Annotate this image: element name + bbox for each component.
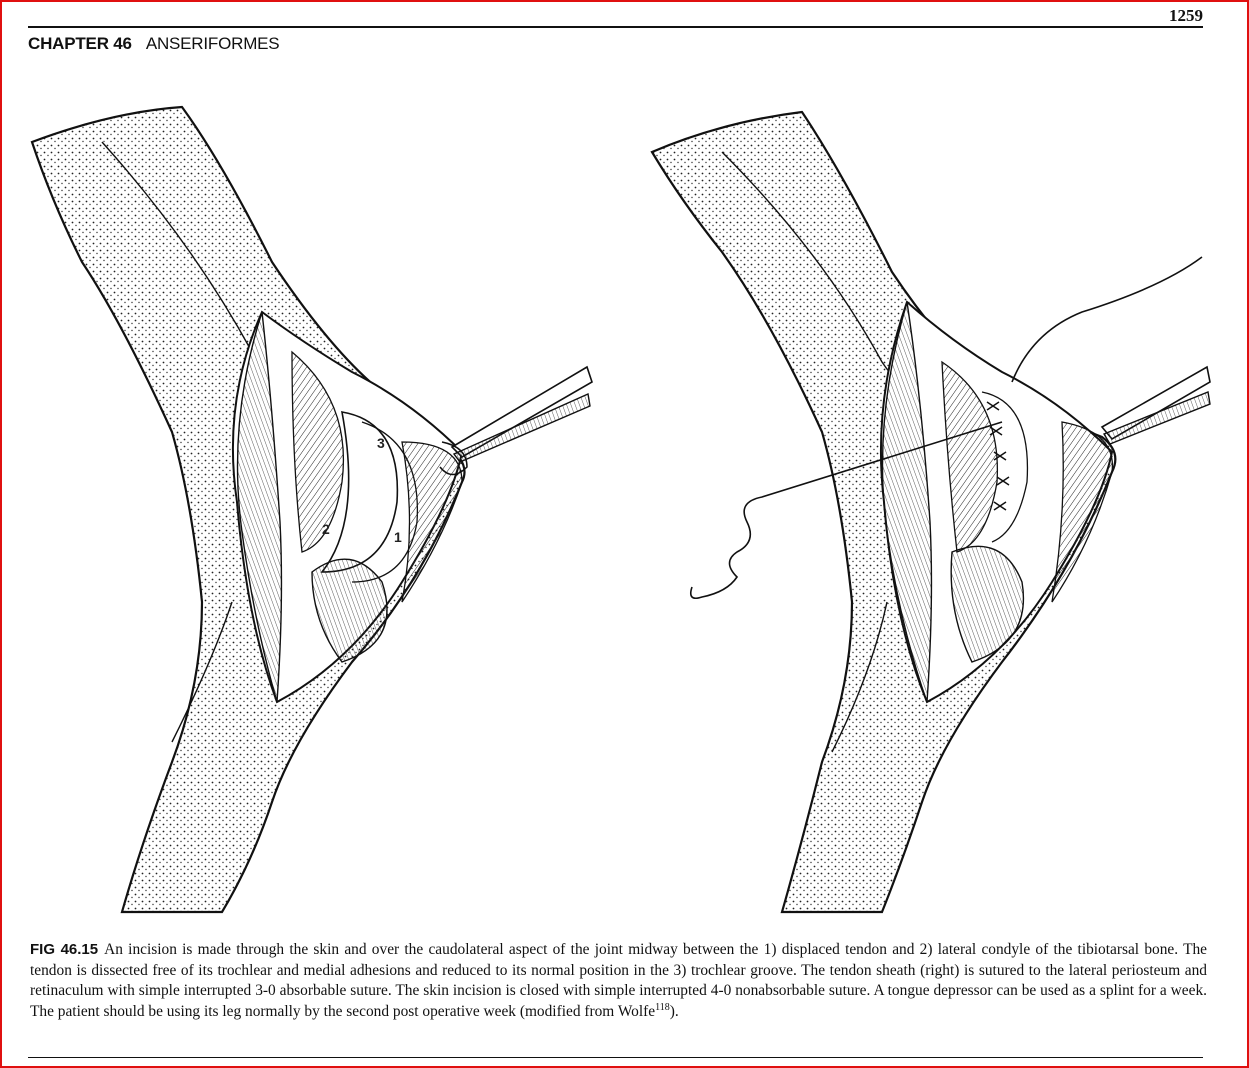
chapter-label: CHAPTER 46 <box>28 34 132 53</box>
caption-text: An incision is made through the skin and over the caudolateral aspect of the joint midway between the 1) displaced tendon and 2) lateral condyle of the tibiotarsal bone. The tendon is dissected free of its trochlear and medial adhesions and reduced to its normal position in the 3) trochlear groove. The tendon sheath (right) is sutured to the lateral periosteum and retinaculum with simple interrupted 3-0 absorbable suture. The skin incision is closed with simple interrupted 4-0 nonabsorbable suture. A tongue depressor can be used as a splint for a week. The patient should be using its leg normally by the second post operative week (modified from Wolfe <box>30 941 1208 1020</box>
left-label-1: 1 <box>394 529 402 545</box>
reference-number: 118 <box>655 1001 670 1013</box>
figure-caption <box>30 940 1207 1022</box>
chapter-title: ANSERIFORMES <box>145 34 280 53</box>
surgical-illustration <box>22 102 1212 922</box>
header-rule <box>28 26 1203 28</box>
footer-rule <box>28 1057 1203 1058</box>
figure-id: FIG 46.15 <box>30 941 99 958</box>
left-label-3: 3 <box>377 435 385 451</box>
left-panel-drawing <box>32 107 592 912</box>
suture-thread-upper <box>1012 257 1202 382</box>
running-head <box>28 34 279 54</box>
illustration-svg <box>22 102 1212 922</box>
page-number: 1259 <box>1169 6 1203 25</box>
right-panel-drawing <box>652 112 1210 912</box>
left-label-2: 2 <box>322 521 330 537</box>
caption-text-end: ). <box>669 1002 679 1020</box>
